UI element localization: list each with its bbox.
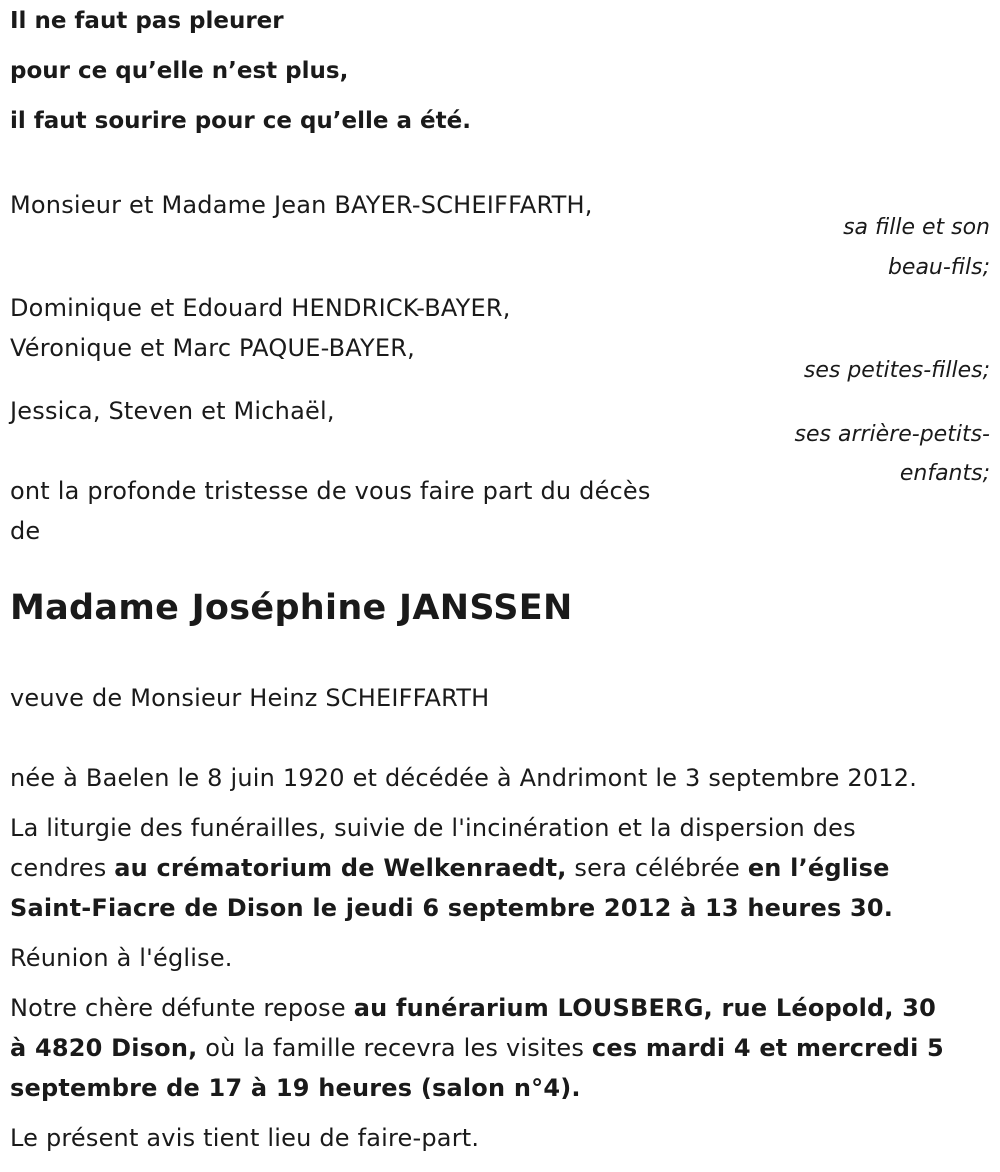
church: en l’église [747, 854, 890, 882]
funeral-text: sera célébrée [566, 854, 748, 882]
daughter-role-line-1: sa fille et son [843, 215, 990, 240]
granddaughters-role: ses petites-filles; [803, 358, 990, 383]
birth-death-dates: née à Baelen le 8 juin 1920 et décédée à Andrimont le 3 septembre 2012. [10, 764, 918, 792]
visitation-line-2 [10, 1028, 944, 1068]
crematorium: au crématorium de Welkenraedt, [114, 854, 567, 882]
great-grandchildren-role-line-2: enfants; [899, 461, 990, 486]
closing-note: Le présent avis tient lieu de faire-part. [10, 1124, 480, 1152]
great-grandchildren-role-line-1: ses arrière-petits- [794, 422, 990, 447]
family-granddaughter-2: Véronique et Marc PAQUE-BAYER, [10, 334, 415, 362]
quote-line-1: Il ne faut pas pleurer [10, 8, 284, 34]
family-great-grandchildren: Jessica, Steven et Michaël, [10, 397, 335, 425]
meeting: Réunion à l'église. [10, 944, 233, 972]
announcement-line-2: de [10, 517, 41, 545]
visitation-line-3: septembre de 17 à 19 heures (salon n°4). [10, 1074, 581, 1102]
deceased-name: Madame Joséphine JANSSEN [10, 588, 573, 628]
funeral-text: cendres [10, 854, 115, 882]
visitation-text: où la famille recevra les visites [197, 1034, 592, 1062]
quote-line-2: pour ce qu’elle n’est plus, [10, 58, 349, 84]
funeral-home-city: à 4820 Dison, [10, 1034, 198, 1062]
announcement-line-1: ont la profonde tristesse de vous faire part du décès [10, 477, 651, 505]
funeral-line-1: La liturgie des funérailles, suivie de l'incinération et la dispersion des [10, 814, 856, 842]
family-daughter: Monsieur et Madame Jean BAYER-SCHEIFFARTH, [10, 191, 593, 219]
family-granddaughter-1: Dominique et Edouard HENDRICK-BAYER, [10, 294, 511, 322]
daughter-role-line-2: beau-fils; [887, 255, 990, 280]
widow-of: veuve de Monsieur Heinz SCHEIFFARTH [10, 684, 490, 712]
funeral-line-3: Saint-Fiacre de Dison le jeudi 6 septembre 2012 à 13 heures 30. [10, 894, 894, 922]
visitation-line-1 [10, 988, 936, 1028]
funeral-line-2 [10, 848, 890, 888]
quote-line-3: il faut sourire pour ce qu’elle a été. [10, 108, 471, 134]
visitation-text: Notre chère défunte repose [10, 994, 354, 1022]
visitation-days: ces mardi 4 et mercredi 5 [591, 1034, 944, 1062]
funeral-home: au funérarium LOUSBERG, rue Léopold, 30 [353, 994, 937, 1022]
